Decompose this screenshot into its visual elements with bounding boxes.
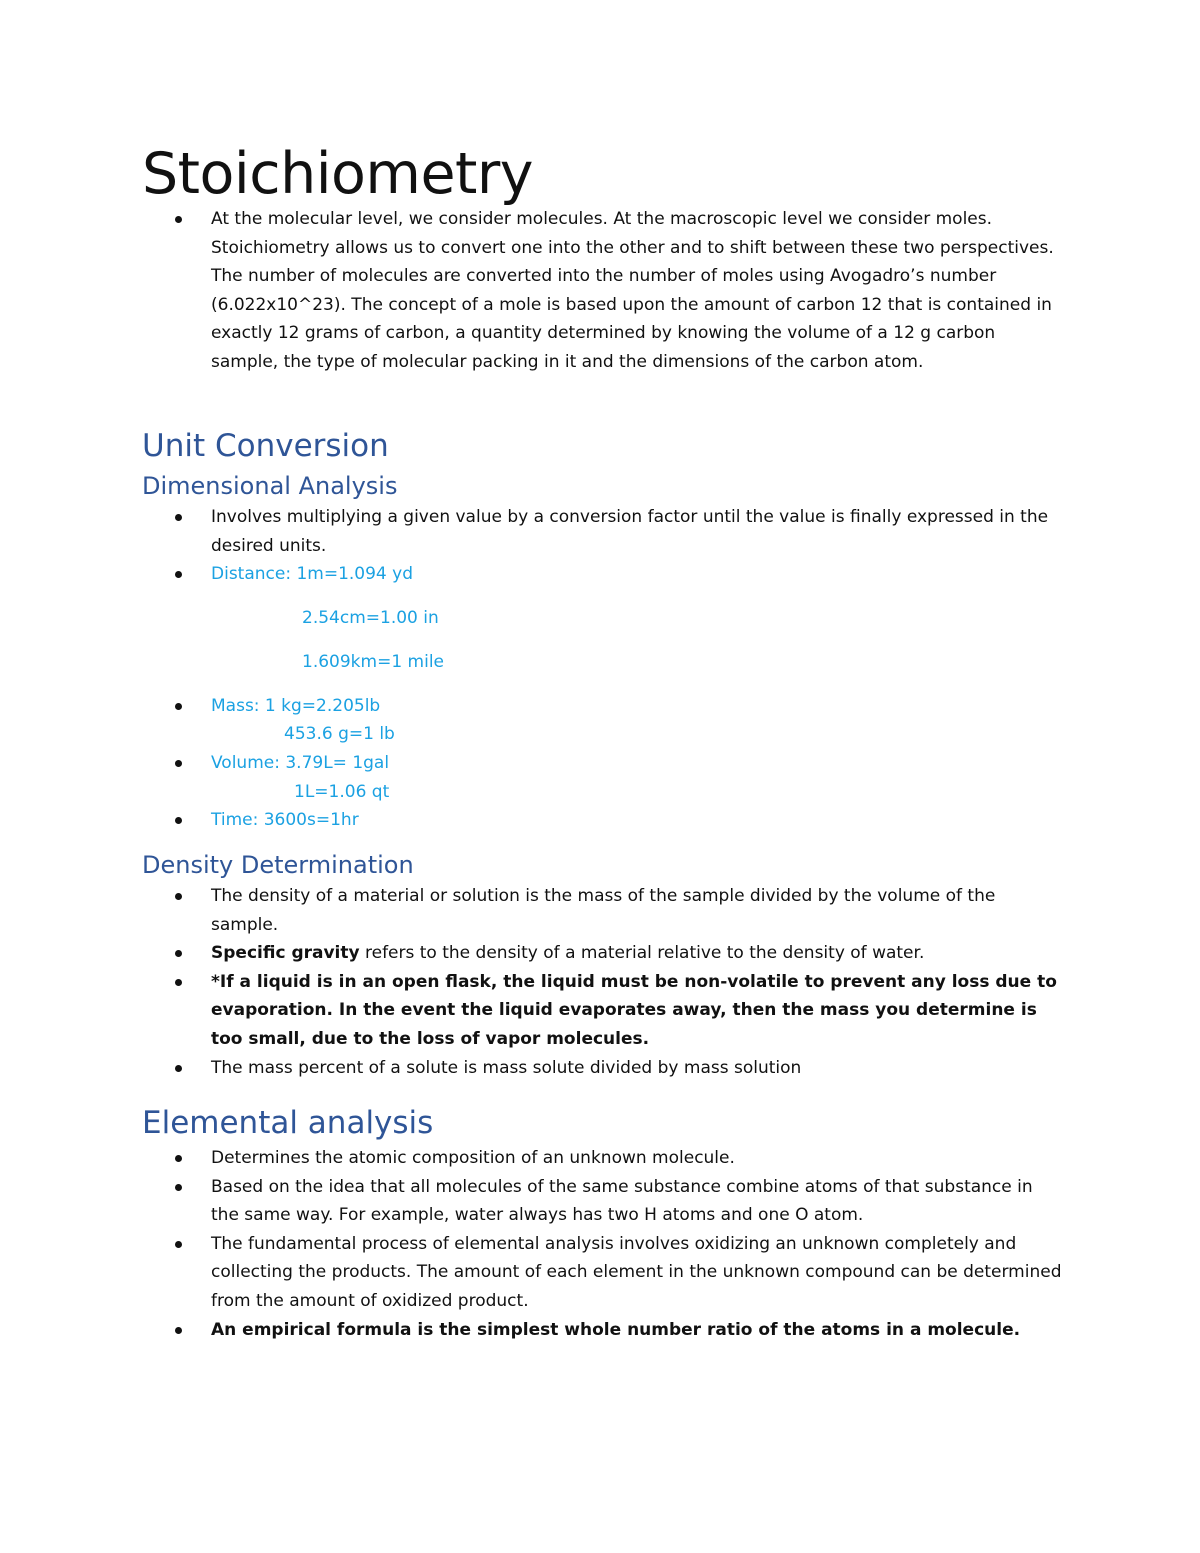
bullet-icon xyxy=(175,760,182,767)
list-item xyxy=(0,1230,1200,1316)
bullet-icon xyxy=(175,950,182,957)
dimensional-analysis-heading: Dimensional Analysis xyxy=(142,472,398,500)
bullet-icon xyxy=(175,1184,182,1191)
distance-item xyxy=(0,560,1200,589)
elemental-list xyxy=(0,1144,1200,1344)
mass-percent-text: The mass percent of a solute is mass solute divided by mass solution xyxy=(211,1057,802,1078)
page-title: Stoichiometry xyxy=(142,141,534,207)
list-item xyxy=(0,939,1200,968)
mass-text: Mass: 1 kg=2.205lb xyxy=(211,696,381,716)
list-item xyxy=(0,1144,1200,1173)
bullet-icon xyxy=(175,1155,182,1162)
mass-g-lb: 453.6 g=1 lb xyxy=(284,724,395,744)
bullet-icon xyxy=(175,514,182,521)
volume-text: Volume: 3.79L= 1gal xyxy=(211,753,390,773)
volume-l-qt: 1L=1.06 qt xyxy=(294,782,390,802)
elemental-text: The fundamental process of elemental analysis involves oxidizing an unknown completely and collecting the products. The amount of each element in the unknown compound can be determined from the amount of oxidized product. xyxy=(211,1233,1062,1311)
elemental-text: Determines the atomic composition of an unknown molecule. xyxy=(211,1148,735,1168)
bullet-icon xyxy=(175,703,182,710)
volume-item xyxy=(0,749,1200,778)
distance-cm-inch: 2.54cm=1.00 in xyxy=(302,608,439,628)
empirical-formula-text: An empirical formula is the simplest whole number ratio of the atoms in a molecule. xyxy=(211,1319,1021,1340)
list-item xyxy=(0,1173,1200,1230)
time-list xyxy=(0,806,1200,835)
bullet-icon xyxy=(175,979,182,986)
density-determination-heading: Density Determination xyxy=(142,851,414,879)
elemental-analysis-heading: Elemental analysis xyxy=(142,1105,434,1141)
bullet-icon xyxy=(175,1065,182,1072)
density-list xyxy=(0,882,1200,1082)
bullet-icon xyxy=(175,1327,182,1334)
bullet-icon xyxy=(175,893,182,900)
volume-list xyxy=(0,749,1200,778)
intro-text: At the molecular level, we consider molecules. At the macroscopic level we consider moles. Stoichiometry allows us to convert one into the other and to shift between these two perspectives. The number of molecules are converted into the number of moles using Avogadro’s number (6.022x10^23). The concept of a mole is based upon the amount of carbon 12 that is contained in exactly 12 grams of carbon, a quantity determined by knowing the volume of a 12 g carbon sample, the type of molecular packing in it and the dimensions of the carbon atom. xyxy=(211,209,1054,372)
intro-list xyxy=(0,205,1200,377)
time-item xyxy=(0,806,1200,835)
dimensional-list xyxy=(0,503,1200,589)
list-item xyxy=(0,968,1200,1054)
list-item xyxy=(0,205,1200,377)
specific-gravity-text: refers to the density of a material relative to the density of water. xyxy=(359,943,925,964)
distance-km-mile: 1.609km=1 mile xyxy=(302,652,445,672)
time-text: Time: 3600s=1hr xyxy=(211,810,359,830)
list-item xyxy=(0,1316,1200,1345)
bullet-icon xyxy=(175,1241,182,1248)
list-item xyxy=(0,882,1200,939)
bullet-icon xyxy=(175,817,182,824)
list-item xyxy=(0,1054,1200,1083)
list-item xyxy=(0,503,1200,560)
open-flask-note: *If a liquid is in an open flask, the liquid must be non-volatile to prevent any loss due to evaporation. In the event the liquid evaporates away, then the mass you determine is too small, due to the loss of vapor molecules. xyxy=(211,971,1057,1049)
dimensional-text: Involves multiplying a given value by a conversion factor until the value is finally expressed in the desired units. xyxy=(211,507,1049,556)
density-text: The density of a material or solution is the mass of the sample divided by the volume of the sample. xyxy=(211,886,996,935)
bullet-icon xyxy=(175,571,182,578)
unit-conversion-heading: Unit Conversion xyxy=(142,428,389,464)
specific-gravity-term: Specific gravity xyxy=(211,943,360,964)
bullet-icon xyxy=(175,216,182,223)
elemental-text: Based on the idea that all molecules of the same substance combine atoms of that substance in the same way. For example, water always has two H atoms and one O atom. xyxy=(211,1176,1033,1226)
mass-list xyxy=(0,692,1200,721)
distance-text: Distance: 1m=1.094 yd xyxy=(211,564,414,585)
mass-item xyxy=(0,692,1200,721)
